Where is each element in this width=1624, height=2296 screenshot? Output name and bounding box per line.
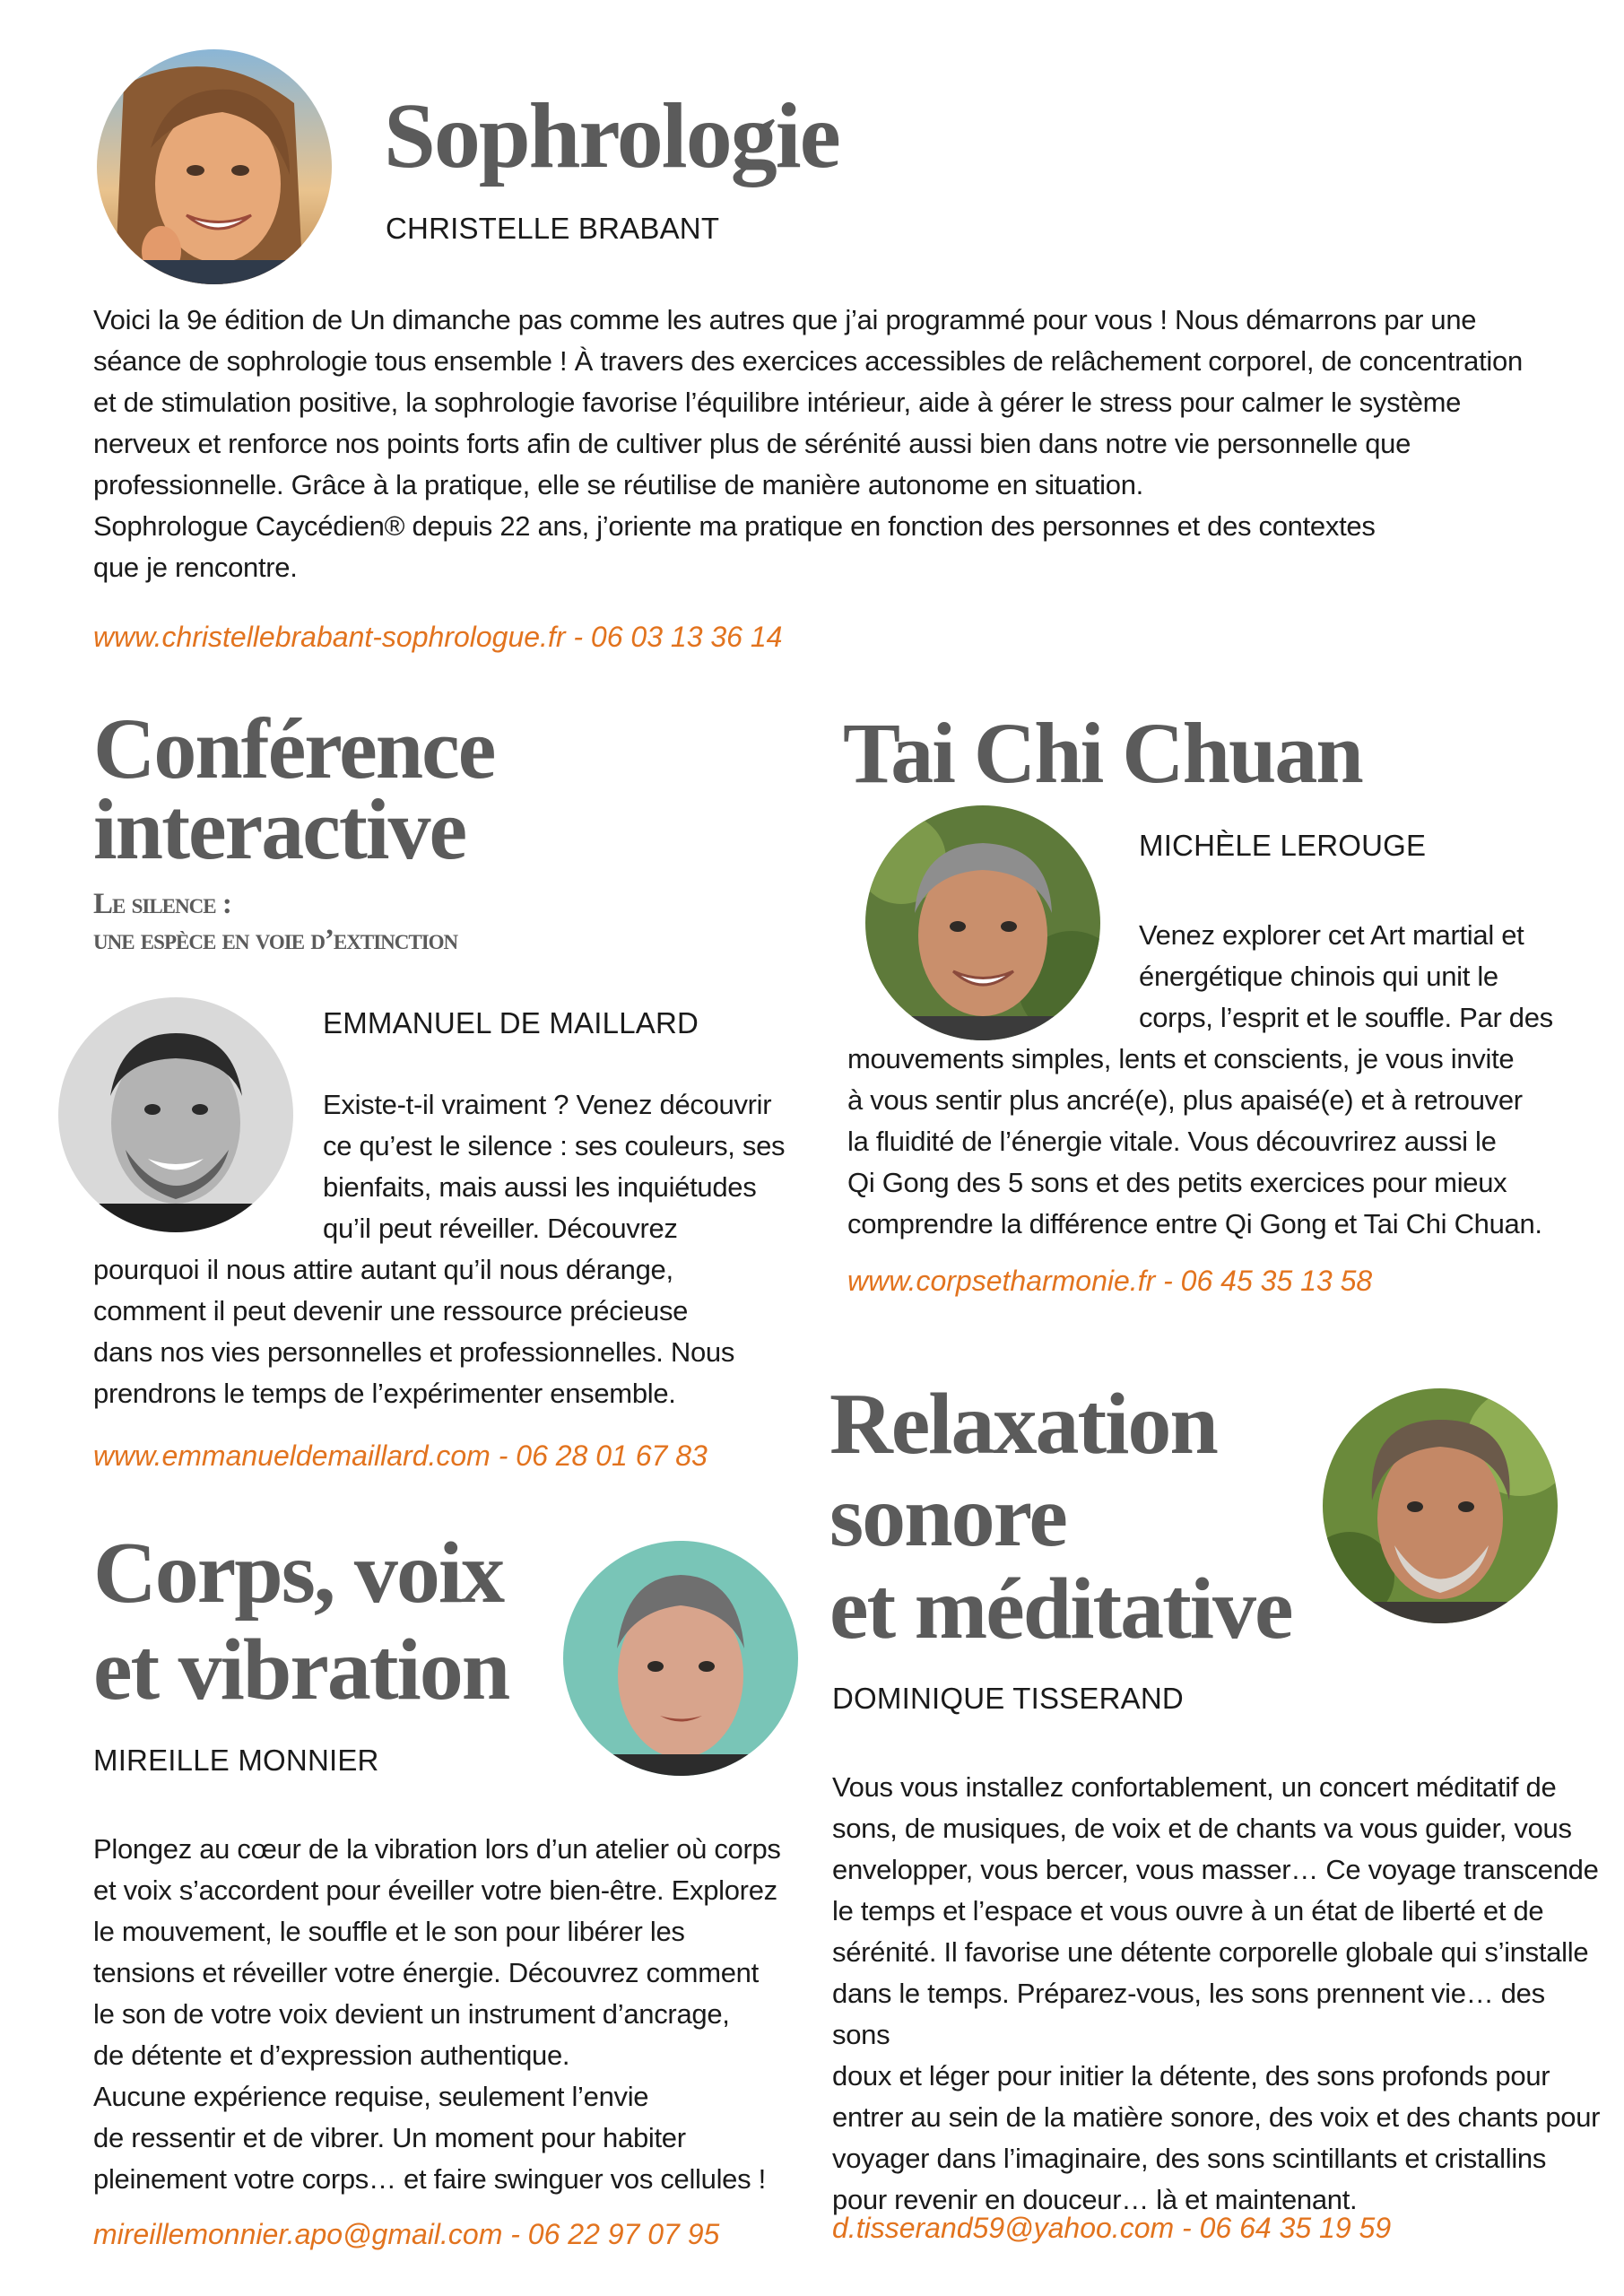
dominique-tisserand-photo xyxy=(1323,1388,1558,1623)
sophrologie-contact-link[interactable]: www.christellebrabant-sophrologue.fr - 06 03 13 36 14 xyxy=(93,621,783,653)
corps-title-line: et vibration xyxy=(93,1622,509,1718)
conference-line: comment il peut devenir une ressource précieuse xyxy=(93,1295,689,1326)
corps-presenter: MIREILLE MONNIER xyxy=(93,1744,379,1777)
relaxation-description xyxy=(832,1767,1603,2221)
corps-line: de ressentir et de vibrer. Un moment pour habiter xyxy=(93,2122,686,2153)
relaxation-line: dans le temps. Préparez-vous, les sons prennent vie… des sons xyxy=(832,1978,1545,2050)
relaxation-line: doux et léger pour initier la détente, des sons profonds pour xyxy=(832,2060,1550,2092)
conference-title-line: interactive xyxy=(93,781,466,877)
mireille-monnier-photo xyxy=(563,1541,798,1776)
relaxation-line: pour revenir en douceur… là et maintenant. xyxy=(832,2184,1358,2215)
relaxation-line: Vous vous installez confortablement, un concert méditatif de xyxy=(832,1771,1557,1803)
conference-line: bienfaits, mais aussi les inquiétudes xyxy=(323,1171,757,1203)
relaxation-title-line: sonore xyxy=(829,1468,1066,1565)
taichi-line: comprendre la différence entre Qi Gong et Tai Chi Chuan. xyxy=(847,1208,1542,1239)
conference-subtitle xyxy=(93,886,457,958)
taichi-line: corps, l’esprit et le souffle. Par des xyxy=(1139,1002,1553,1033)
conference-line: Existe-t-il vraiment ? Venez découvrir xyxy=(323,1089,772,1120)
relaxation-title xyxy=(829,1378,1292,1656)
sophrologie-presenter: CHRISTELLE BRABANT xyxy=(386,212,720,245)
taichi-line: énergétique chinois qui unit le xyxy=(1139,961,1498,992)
conference-line: prendrons le temps de l’expérimenter ensemble. xyxy=(93,1378,676,1409)
conference-line: ce qu’est le silence : ses couleurs, ses xyxy=(323,1130,786,1161)
taichi-line: à vous sentir plus ancré(e), plus apaisé(e) et à retrouver xyxy=(847,1084,1523,1116)
taichi-description xyxy=(847,915,1583,1245)
sophrologie-line: professionnelle. Grâce à la pratique, elle se réutilise de manière autonome en situation. xyxy=(93,469,1143,500)
conference-subtitle-line: une espèce en voie d’extinction xyxy=(93,924,458,956)
taichi-line: la fluidité de l’énergie vitale. Vous découvrirez aussi le xyxy=(847,1126,1497,1157)
conference-title-line: Conférence xyxy=(93,700,495,796)
relaxation-line: envelopper, vous bercer, vous masser… Ce voyage transcende xyxy=(832,1854,1599,1885)
conference-presenter: EMMANUEL DE MAILLARD xyxy=(323,1006,699,1039)
relaxation-line: sons, de musiques, de voix et de chants va vous guider, vous xyxy=(832,1813,1572,1844)
relaxation-line: le temps et l’espace et vous ouvre à un état de liberté et de xyxy=(832,1895,1544,1926)
sophrologie-title: Sophrologie xyxy=(384,84,839,187)
taichi-line: Qi Gong des 5 sons et des petits exercices pour mieux xyxy=(847,1167,1507,1198)
corps-title xyxy=(93,1525,508,1718)
taichi-title: Tai Chi Chuan xyxy=(843,705,1362,801)
conference-description xyxy=(93,1084,811,1414)
sophrologie-line: nerveux et renforce nos points forts afin de cultiver plus de sérénité aussi bien dans notre vie personnelle que xyxy=(93,428,1411,459)
corps-line: Plongez au cœur de la vibration lors d’un atelier où corps xyxy=(93,1833,781,1865)
corps-line: le mouvement, le souffle et le son pour libérer les xyxy=(93,1916,685,1947)
sophrologie-line: et de stimulation positive, la sophrologie favorise l’équilibre intérieur, aide à gérer le stress pour calmer le système xyxy=(93,387,1462,418)
taichi-presenter: MICHÈLE LEROUGE xyxy=(1139,829,1427,862)
relaxation-title-line: et méditative xyxy=(829,1561,1292,1657)
taichi-line: Venez explorer cet Art martial et xyxy=(1139,919,1524,951)
christelle-brabant-photo xyxy=(97,49,332,284)
relaxation-line: sérénité. Il favorise une détente corporelle globale qui s’installe xyxy=(832,1936,1589,1968)
sophrologie-line: Voici la 9e édition de Un dimanche pas comme les autres que j’ai programmé pour vous ! Nous démarrons par une xyxy=(93,304,1477,335)
conference-subtitle-line: Le silence : xyxy=(93,888,231,920)
taichi-line: mouvements simples, lents et conscients, je vous invite xyxy=(847,1043,1515,1074)
corps-line: le son de votre voix devient un instrument d’ancrage, xyxy=(93,1998,730,2030)
corps-line: et voix s’accordent pour éveiller votre bien-être. Explorez xyxy=(93,1874,777,1906)
sophrologie-description xyxy=(93,300,1564,588)
corps-line: Aucune expérience requise, seulement l’envie xyxy=(93,2081,649,2112)
corps-title-line: Corps, voix xyxy=(93,1525,504,1622)
corps-line: tensions et réveiller votre énergie. Découvrez comment xyxy=(93,1957,759,1988)
conference-line: qu’il peut réveiller. Découvrez xyxy=(323,1213,678,1244)
corps-contact-link[interactable]: mireillemonnier.apo@gmail.com - 06 22 97 07 95 xyxy=(93,2218,720,2250)
relaxation-title-line: Relaxation xyxy=(829,1376,1217,1473)
conference-line: dans nos vies personnelles et professionnelles. Nous xyxy=(93,1336,735,1368)
relaxation-presenter: DOMINIQUE TISSERAND xyxy=(832,1682,1184,1715)
relaxation-contact-link[interactable]: d.tisserand59@yahoo.com - 06 64 35 19 59 xyxy=(832,2212,1392,2244)
sophrologie-line: séance de sophrologie tous ensemble ! À travers des exercices accessibles de relâchement corporel, de concentration xyxy=(93,345,1523,377)
conference-title xyxy=(93,700,495,877)
sophrologie-line: Sophrologue Caycédien® depuis 22 ans, j’oriente ma pratique en fonction des personnes et des contextes xyxy=(93,510,1376,542)
relaxation-line: entrer au sein de la matière sonore, des voix et des chants pour xyxy=(832,2101,1601,2133)
conference-line: pourquoi il nous attire autant qu’il nous dérange, xyxy=(93,1254,673,1285)
sophrologie-line: que je rencontre. xyxy=(93,552,298,583)
relaxation-line: voyager dans l’imaginaire, des sons scintillants et cristallins xyxy=(832,2143,1547,2174)
taichi-contact-link[interactable]: www.corpsetharmonie.fr - 06 45 35 13 58 xyxy=(847,1265,1373,1297)
corps-line: de détente et d’expression authentique. xyxy=(93,2039,570,2071)
corps-description xyxy=(93,1829,811,2200)
conference-contact-link[interactable]: www.emmanueldemaillard.com - 06 28 01 67 83 xyxy=(93,1439,708,1472)
corps-line: pleinement votre corps… et faire swinguer vos cellules ! xyxy=(93,2163,766,2195)
